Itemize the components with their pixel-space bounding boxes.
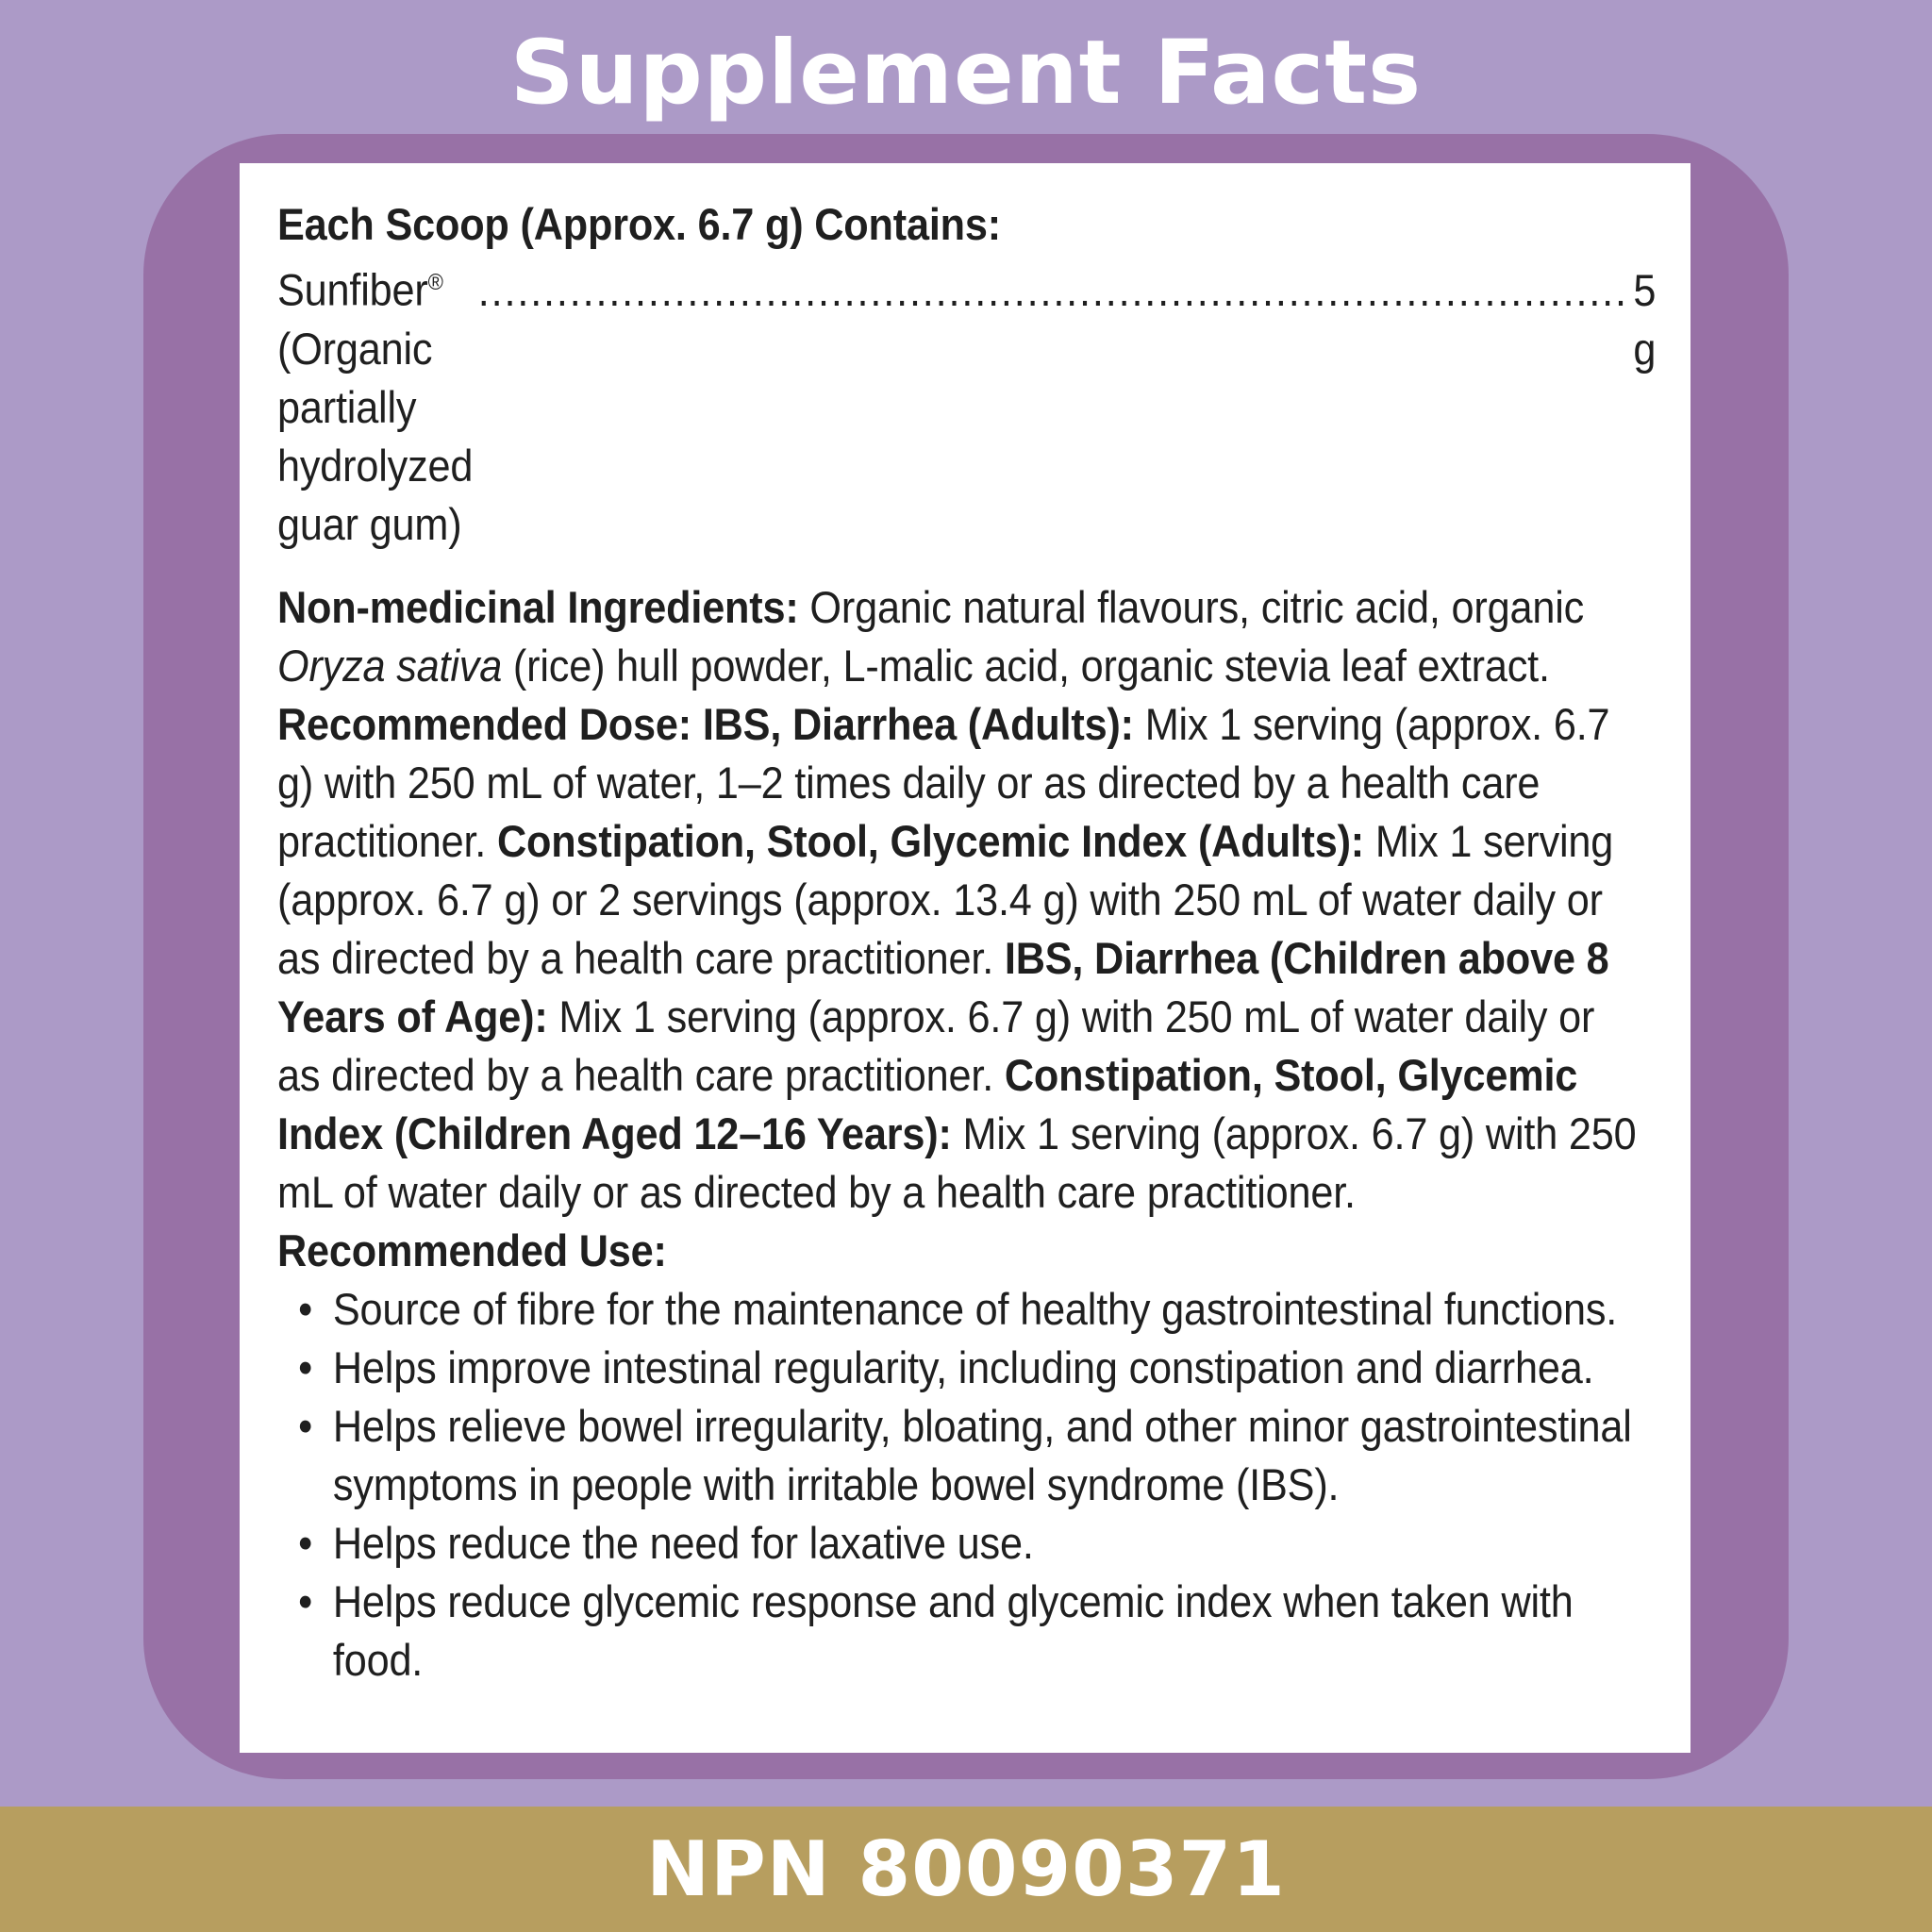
list-item xyxy=(277,1280,1641,1339)
dose-label-adults-constipation: Constipation, Stool, Glycemic Index (Adults): xyxy=(496,815,1365,866)
dose-label-adults-ibs: Recommended Dose: IBS, Diarrhea (Adults): xyxy=(277,698,1134,749)
bullet-icon: • xyxy=(298,1517,313,1568)
bullet-icon: • xyxy=(298,1283,313,1334)
non-medicinal-latin-name: Oryza sativa xyxy=(277,640,503,691)
ingredient-description: (Organic partially hydrolyzed guar gum) xyxy=(277,323,474,549)
non-medicinal-label: Non-medicinal Ingredients: xyxy=(277,581,799,632)
npn-footer xyxy=(0,1807,1932,1932)
list-item xyxy=(277,1397,1641,1514)
use-item-text: Helps improve intestinal regularity, including constipation and diarrhea. xyxy=(332,1341,1594,1392)
list-item xyxy=(277,1514,1641,1573)
non-medicinal-text-end: (rice) hull powder, L-malic acid, organic stevia leaf extract. xyxy=(502,640,1550,691)
supplement-facts-panel xyxy=(240,163,1690,1753)
recommended-dose xyxy=(277,695,1641,1222)
contents-heading: Each Scoop (Approx. 6.7 g) Contains: xyxy=(277,199,1001,249)
list-item xyxy=(277,1339,1641,1397)
bullet-icon: • xyxy=(298,1341,313,1392)
ingredient-amount: 5 g xyxy=(1633,264,1657,374)
recommended-use xyxy=(277,1222,1641,1690)
dose-text-adults-constipation: Mix 1 serving (approx. 6.7 g) or 2 servings (approx. 13.4 g) with 250 mL of water daily or as directed by a health care practitioner. xyxy=(277,815,1614,983)
ingredient-name: Sunfiber xyxy=(277,264,428,315)
list-item xyxy=(277,1573,1641,1690)
use-item-text: Helps reduce glycemic response and glycemic index when taken with food. xyxy=(332,1575,1574,1685)
ingredient-row xyxy=(277,254,1657,554)
non-medicinal-ingredients xyxy=(277,578,1641,695)
page-title: Supplement Facts xyxy=(509,22,1423,125)
use-item-text: Source of fibre for the maintenance of healthy gastrointestinal functions. xyxy=(332,1283,1618,1334)
contents-section xyxy=(277,195,1657,554)
dot-leader: ........................................................................................ xyxy=(477,264,1628,315)
non-medicinal-text: Organic natural flavours, citric acid, organic xyxy=(798,581,1585,632)
bullet-icon: • xyxy=(298,1400,313,1451)
dose-label-children-constipation: Constipation, Stool, Glycemic Index (Children Aged 12–16 Years): xyxy=(277,1049,1578,1158)
bullet-icon: • xyxy=(298,1575,313,1626)
dose-text-children-ibs: Mix 1 serving (approx. 6.7 g) with 250 mL of water daily or as directed by a health care practitioner. xyxy=(277,991,1595,1100)
use-heading: Recommended Use: xyxy=(277,1224,667,1275)
use-list xyxy=(277,1280,1641,1690)
registered-mark: ® xyxy=(427,270,443,295)
dose-label-children-ibs: IBS, Diarrhea (Children above 8 Years of Age): xyxy=(277,932,1609,1041)
dose-text-children-constipation: Mix 1 serving (approx. 6.7 g) with 250 mL of water daily or as directed by a health care practitioner. xyxy=(277,1108,1637,1217)
npn-number: NPN 80090371 xyxy=(646,1825,1286,1913)
ingredient-name-wrap xyxy=(277,254,473,554)
use-item-text: Helps relieve bowel irregularity, bloating, and other minor gastrointestinal symptoms in people with irritable bowel syndrome (IBS). xyxy=(332,1400,1632,1509)
dose-text-adults-ibs: Mix 1 serving (approx. 6.7 g) with 250 mL of water, 1–2 times daily or as directed by a health care practitioner. xyxy=(277,698,1610,866)
use-item-text: Helps reduce the need for laxative use. xyxy=(332,1517,1034,1568)
